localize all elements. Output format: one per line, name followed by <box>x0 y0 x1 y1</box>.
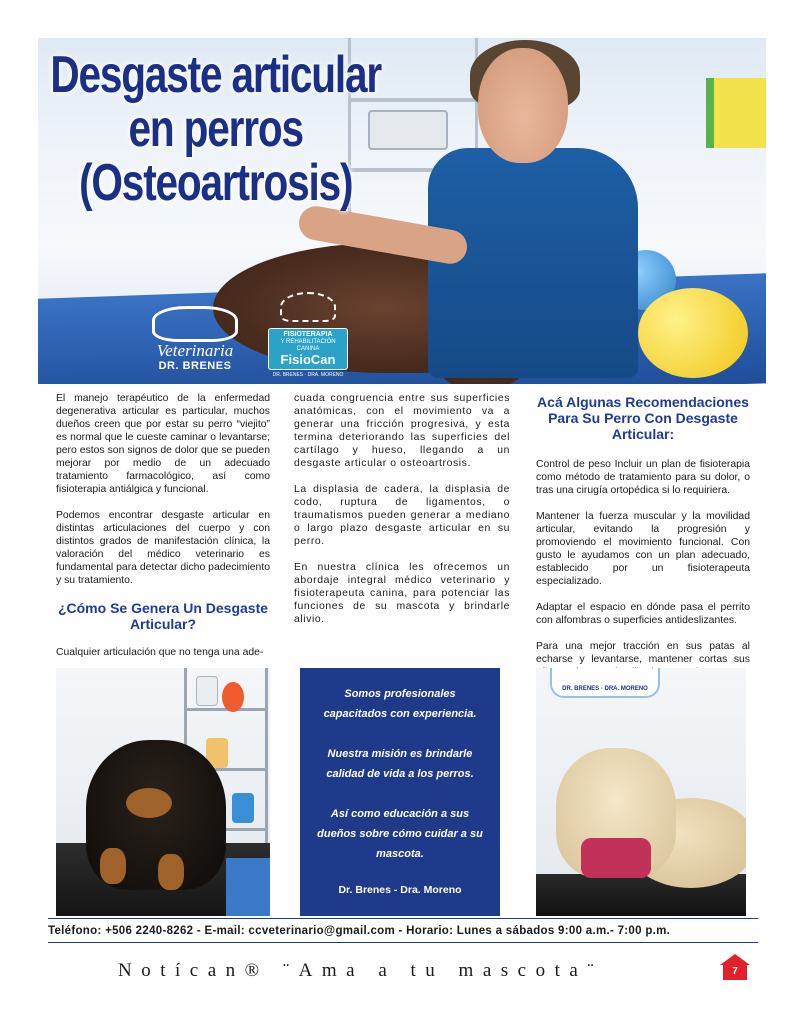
col3-paragraph-1: Control de peso Incluir un plan de fisioterapia como método de tratamiento para su dolor, o tras una cirugía ortopédica si lo requiriera. <box>536 459 750 496</box>
col3-subheading: Acá Algunas Recomendaciones Para Su Perro Con Desgaste Articular: <box>537 394 749 442</box>
page-number-badge <box>720 954 750 980</box>
mission-signature: Dr. Brenes - Dra. Moreno <box>338 884 462 896</box>
col2-paragraph-3: En nuestra clínica les ofrecemos un abordaje integral médico veterinario y fisioterapeuta canina, para potenciar las funciones de su mascota y brindarle alivio. <box>294 562 510 625</box>
blue-table-edge <box>226 858 270 916</box>
fisio-line2: Y REHABILITACIÓN CANINA <box>280 339 336 352</box>
column-3 <box>536 392 750 692</box>
article-title <box>48 48 383 210</box>
title-line-1: Desgaste articular <box>50 46 382 104</box>
logo-vet-line2: DR. BRENES <box>158 360 232 372</box>
veterinaria-logo <box>140 306 250 372</box>
page-number: 7 <box>723 964 747 980</box>
yellow-ball <box>638 288 748 378</box>
rottweiler-muzzle <box>126 788 172 818</box>
col1-paragraph-1: El manejo terapéutico de la enfermedad degenerativa articular es particular, muchos dueños creen que por estar su perro “viejito” es normal que le cueste caminar o levantarse; pero estos son signos de dolor que se pueden mejorar por medio de un adecuado tratamiento farmacológico, así como fisioterapia antiálgica y funcional. <box>56 393 270 495</box>
fisio-name: FisioCan <box>280 352 336 367</box>
column-2 <box>294 392 510 639</box>
contact-line: Teléfono: +506 2240-8262 - E-mail: ccveterinario@gmail.com - Horario: Lunes a sábados 9:00 a.m.- 7:00 p.m. <box>48 925 671 937</box>
col1-subheading: ¿Cómo Se Genera Un Desgaste Articular? <box>57 600 269 632</box>
col3-paragraph-4: Para una mejor tracción en sus patas al echarse y levantarse, mantener cortas sus <box>536 641 750 665</box>
clinic-sign: DR. BRENES · DRA. MORENO <box>550 668 660 698</box>
mission-line-2: Nuestra misión es brindarle calidad de vida a los perros. <box>326 748 474 780</box>
col2-paragraph-2: La displasia de cadera, la displasia de codo, ruptura de ligamentos, o traumatismos pueden generar a mediano o largo plazo desgaste articular en su perro. <box>294 484 510 547</box>
labrador-photo <box>536 668 746 916</box>
fisio-line1: FISIOTERAPIA <box>283 331 333 338</box>
mission-box <box>300 668 500 916</box>
col1-paragraph-2: Podemos encontrar desgaste articular en distintas articulaciones del cuerpo y con distintos grados de manifestación clínica, la valoración del médico veterinario es fundamental para detectar dicho padecimiento y su tratamiento. <box>56 510 270 586</box>
mission-line-3: Así como educación a sus dueños sobre cómo cuidar a su mascota. <box>317 808 483 860</box>
red-harness <box>581 838 651 878</box>
wall-sign <box>706 78 766 148</box>
col3-paragraph-3: Adaptar el espacio en dónde pasa el perrito con alfombras o superficies antideslizantes. <box>536 602 750 626</box>
footer-rule-top <box>48 918 758 919</box>
fisiocan-logo <box>268 292 348 378</box>
brand-tagline: Notícan® ¨Ama a tu mascota¨ <box>118 960 604 981</box>
col1-paragraph-3: Cualquier articulación que no tenga una ade- <box>56 647 264 658</box>
fisiocan-box <box>268 328 348 370</box>
title-line-2: en perros <box>128 100 303 158</box>
rottweiler-photo <box>56 668 270 916</box>
col3-paragraph-2: Mantener la fuerza muscular y la movilidad articular, evitando la progresión y promoviendo el movimiento funcional. Con gusto le ayudamos con un plan adecuado, establecido por un fisioterapeuta especializado. <box>536 511 750 587</box>
footer-rule-bottom <box>48 942 758 943</box>
title-line-3: (Osteoartrosis) <box>79 154 353 212</box>
dog-cat-icon <box>152 306 238 342</box>
physiotherapist <box>408 48 638 378</box>
fisio-line3: DR. BRENES · DRA. MORENO <box>272 372 344 378</box>
dog-outline-icon <box>280 292 336 322</box>
mission-line-1: Somos profesionales capacitados con experiencia. <box>323 688 477 720</box>
col2-paragraph-1: cuada congruencia entre sus superficies anatómicas, con el movimiento va a generar una fricción progresiva, y esta termina deteriorando las superficies del cartílago y hueso, llegando a un desgaste articular o osteoartrosis. <box>294 393 510 469</box>
column-1 <box>56 392 270 672</box>
logo-vet-line1: Veterinaria <box>156 341 234 360</box>
